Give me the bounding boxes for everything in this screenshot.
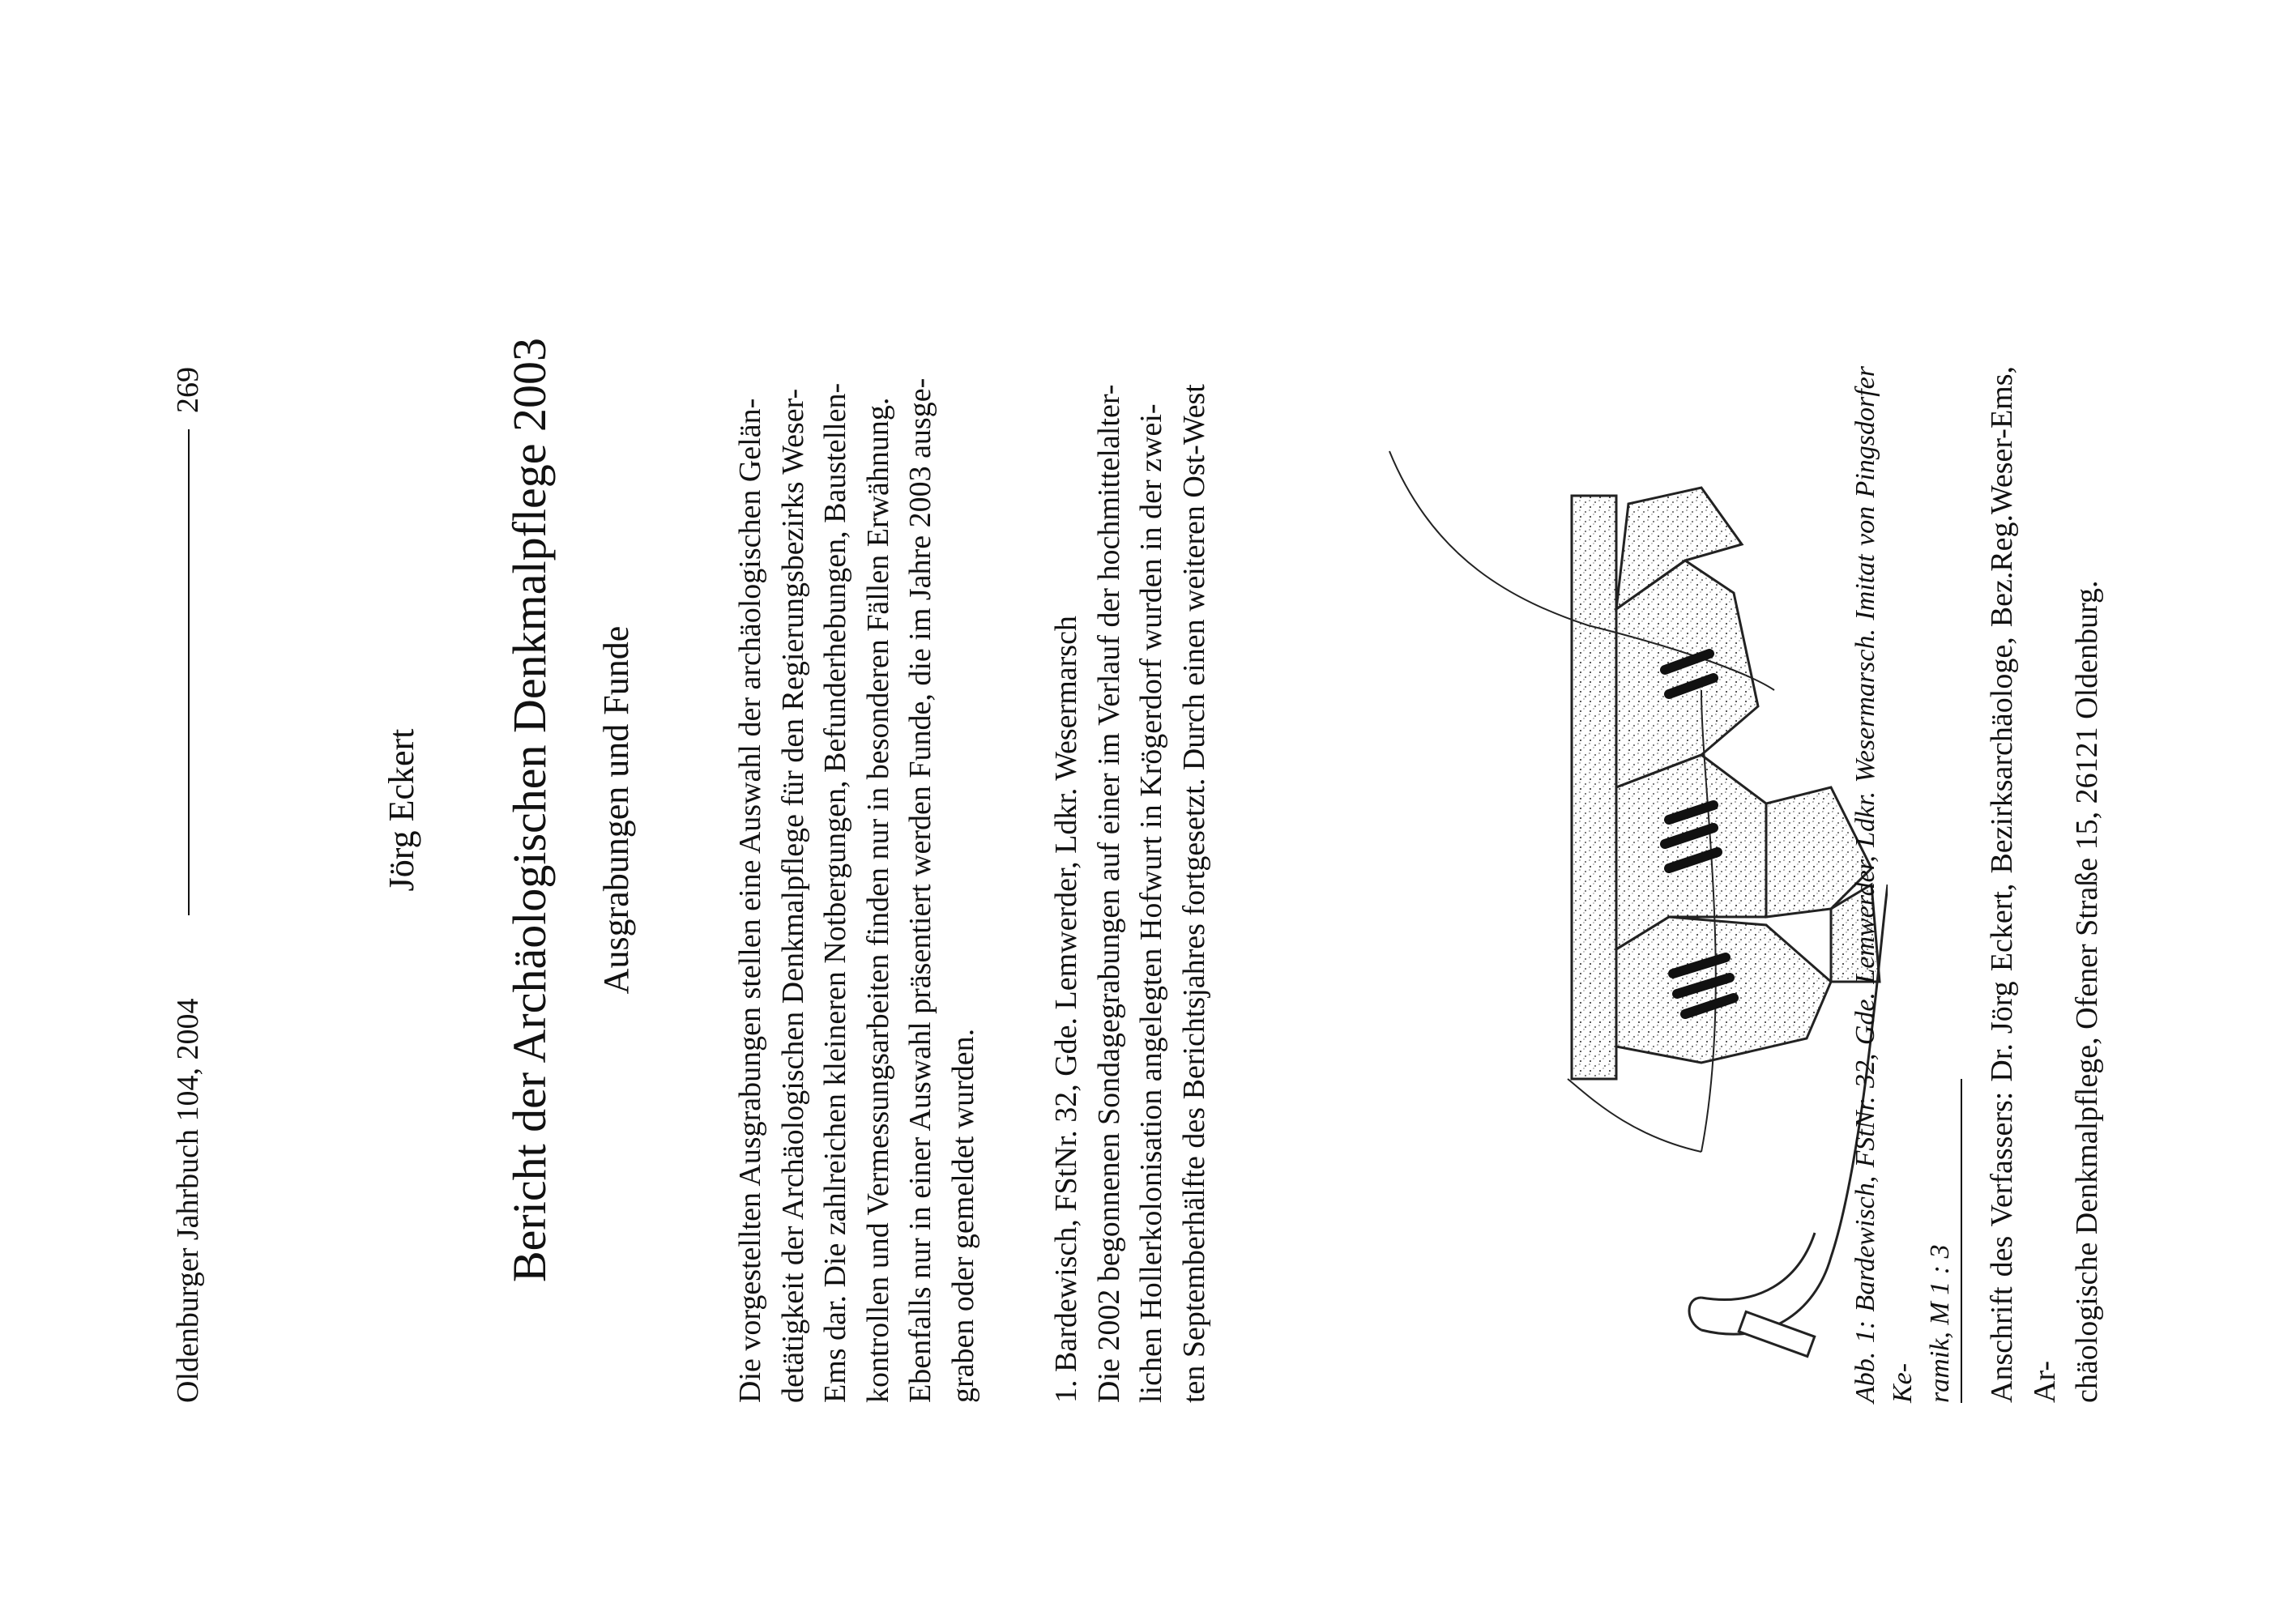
author-address [1981, 366, 2109, 1403]
figure-caption [1847, 366, 1959, 1403]
address-line: chäologische Denkmalpflege, Ofener Straße 15, 26121 Oldenburg. [2070, 580, 2104, 1403]
article-title: Bericht der Archäologischen Denkmalpflege 2003 [503, 337, 556, 1283]
address-line: Anschrift des Verfassers: Dr. Jörg Eckert, Bezirksarchäologe, Bez.Reg.Weser-Ems, Ar- [1985, 366, 2062, 1403]
article-subtitle: Ausgrabungen und Funde [596, 625, 636, 995]
section-1 [1045, 366, 1215, 1403]
intro-line: Die vorgestellten Ausgrabungen stellen eine Auswahl der archäologischen Gelän- [733, 398, 767, 1403]
section-line: lichen Hollerkolonisation angelegten Hofwurt in Krögerdorf wurden in der zwei- [1134, 403, 1168, 1403]
section-heading: 1. Bardewisch, FStNr. 32, Gde. Lemwerder, Ldkr. Wesermarsch [1049, 616, 1083, 1403]
section-line: ten Septemberhälfte des Berichtsjahres fortgesetzt. Durch einen weiteren Ost-West [1176, 384, 1211, 1403]
journal-header: Oldenburger Jahrbuch 104, 2004 [171, 998, 205, 1403]
caption-line: Abb. 1: Bardewisch, FStNr. 32, Gde. Lemwerder, Ldkr. Wesermarsch. Imitat von Pingsdorfer Ke- [1850, 366, 1918, 1403]
pottery-drawing [1248, 334, 1888, 1403]
author-name: Jörg Eckert [382, 728, 421, 892]
intro-line: kontrollen und Vermessungsarbeiten finden nur in besonderen Fällen Erwähnung. [860, 397, 895, 1403]
intro-line: Ems dar. Die zahlreichen kleineren Notbergungen, Befunderhebungen, Baustellen- [818, 382, 852, 1403]
intro-line: detätigkeit der Archäologischen Denkmalpflege für den Regierungsbezirks Weser- [775, 388, 810, 1403]
intro-paragraph [729, 366, 984, 1403]
page-number: 269 [171, 367, 205, 413]
caption-line: ramik, M 1 : 3 [1925, 1244, 1955, 1403]
footnote-rule [1961, 1079, 1962, 1403]
intro-line: graben oder gemeldet wurden. [945, 1028, 980, 1403]
section-line: Die 2002 begonnenen Sondagegrabungen auf einer im Verlauf der hochmittelalter- [1091, 384, 1126, 1403]
header-rule [188, 429, 190, 915]
intro-line: Ebenfalls nur in einer Auswahl präsentiert werden Funde, die im Jahre 2003 ausge- [903, 377, 937, 1403]
